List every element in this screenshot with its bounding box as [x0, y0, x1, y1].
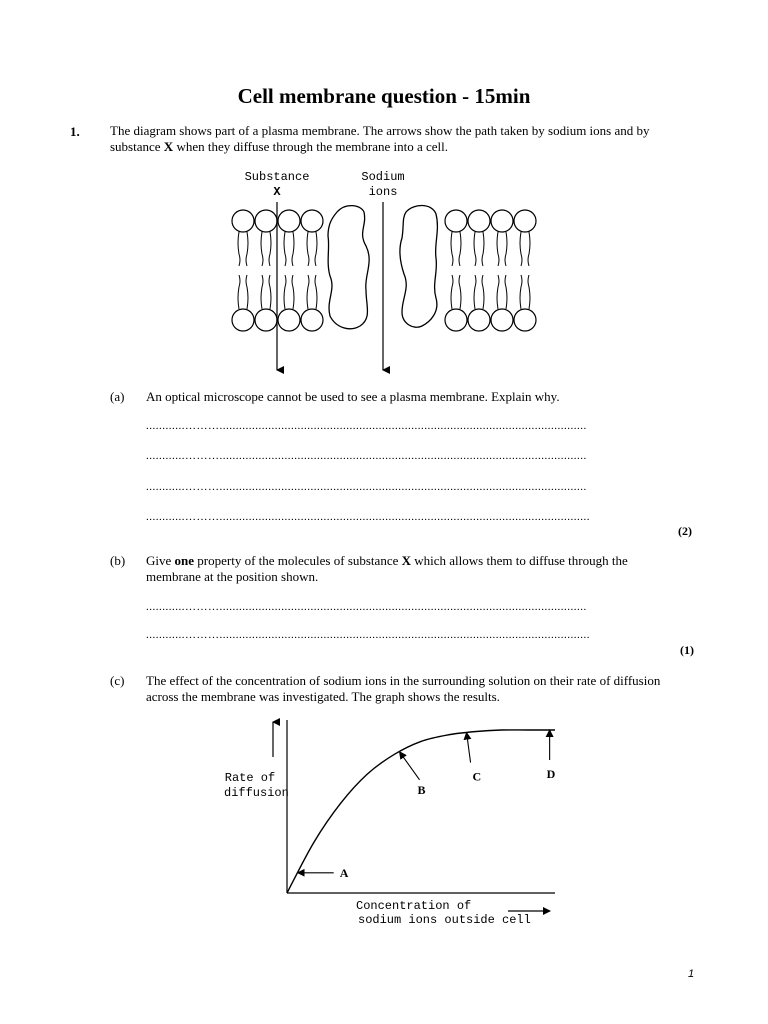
- substance-x-label: X: [273, 185, 281, 199]
- part-a-label: (a): [110, 389, 125, 404]
- question-number: 1.: [70, 124, 80, 139]
- annotation-arrow-b: [400, 752, 420, 780]
- part-b-text-1: Give: [146, 553, 175, 568]
- part-a-question: An optical microscope cannot be used to see a plasma membrane. Explain why.: [146, 389, 560, 404]
- ions-label: ions: [368, 185, 398, 199]
- part-b-bold-x: X: [401, 553, 411, 568]
- annotation-label-d: D: [546, 767, 556, 781]
- annotation-arrow-c: [467, 733, 471, 763]
- page-title: Cell membrane question - 15min: [237, 84, 531, 108]
- part-b-text-2: property of the molecules of substance: [194, 553, 402, 568]
- answer-line-a4[interactable]: ............………..................................................................................................................: [146, 511, 590, 523]
- y-axis-label-line1: Rate of: [224, 771, 276, 785]
- answer-line-b1[interactable]: ............……….................................................................................................................: [146, 601, 587, 613]
- part-c-question: The effect of the concentration of sodium ions in the surrounding solution on their rate of diffusion across the membrane was investigated. The graph shows the results.: [146, 673, 661, 704]
- page-number: 1: [688, 968, 695, 980]
- annotation-label-a: A: [339, 865, 349, 880]
- part-b-bold-one: one: [174, 553, 195, 568]
- rate-curve: [287, 730, 555, 893]
- part-a-marks: (2): [678, 524, 692, 538]
- sodium-label: Sodium: [361, 170, 405, 184]
- annotation-label-b: B: [417, 782, 426, 797]
- intro-text-1: The diagram shows part of a plasma membrane. The arrows show the path taken by sodium ions and by substance: [110, 123, 650, 154]
- intro-x: X: [163, 139, 174, 154]
- answer-line-a3[interactable]: ............……….................................................................................................................: [146, 481, 587, 493]
- answer-line-b2[interactable]: ............………..................................................................................................................: [146, 629, 590, 641]
- y-axis-label-line2: diffusion: [224, 786, 289, 800]
- answer-line-a2[interactable]: ............……….................................................................................................................: [146, 450, 587, 462]
- part-c-label: (c): [110, 673, 125, 688]
- intro-text-2: when they diffuse through the membrane into a cell.: [173, 139, 449, 154]
- part-b-label: (b): [110, 553, 126, 568]
- part-b-text-3: which allows them to diffuse through the membrane at the position shown.: [146, 553, 628, 584]
- substance-label: Substance: [244, 170, 310, 184]
- x-axis-label-line1: Concentration of: [356, 899, 472, 913]
- part-b-marks: (1): [680, 643, 694, 657]
- x-axis-label-line2: sodium ions outside cell: [358, 913, 531, 927]
- answer-line-a1[interactable]: ............……….................................................................................................................: [146, 420, 587, 432]
- annotation-label-c: C: [472, 769, 482, 784]
